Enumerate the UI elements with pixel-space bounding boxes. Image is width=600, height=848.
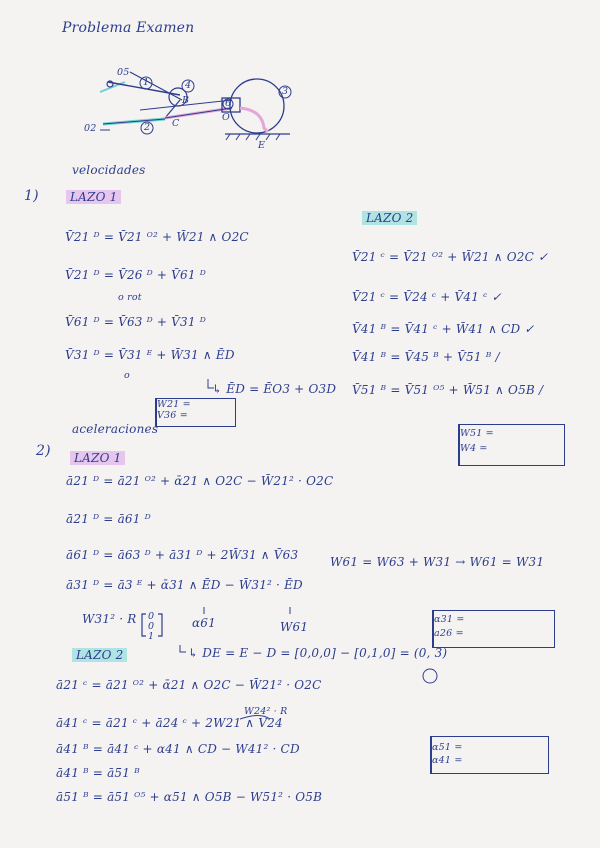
label-link-3: 3 [282, 86, 289, 97]
result-box-acc-lazo1 [432, 610, 555, 648]
vel-eq-2: V̄21 ᴰ = V̄26 ᴰ + V̄61 ᴰ [65, 268, 206, 282]
vel2-eq-1: V̄21 ᶜ = V̄21 ᴼ² + W̄21 ∧ O2C ✓ [352, 250, 549, 264]
label-link-4: 4 [185, 80, 192, 91]
vel-eq-2-note: o rot [118, 292, 142, 303]
label-c: C [172, 118, 180, 129]
acc2-w24r: W24² · R [244, 706, 288, 717]
label-link-2: 2 [144, 122, 151, 133]
vel-eq-1: V̄21 ᴰ = V̄21 ᴼ² + W̄21 ∧ O2C [65, 230, 249, 244]
label-b: B [182, 95, 190, 106]
result-alpha31: α31 = [434, 614, 465, 625]
acc-eq-1: ā21 ᴰ = ā21 ᴼ² + ᾱ21 ∧ O2C − W̄21² · O2C [66, 474, 334, 488]
section-number-2: 2) [36, 443, 51, 459]
acc2-eq-3: ā41 ᴮ = ā41 ᶜ + α41 ∧ CD − W41² · CD [56, 742, 300, 756]
acc-eq-2: ā21 ᴰ = ā61 ᴰ [66, 512, 151, 526]
result-alpha51: α51 = [432, 742, 463, 753]
result-box-vel-lazo1 [155, 398, 236, 427]
vel-eq-ed: ↳ ĒD = ĒO3 + O3D [212, 382, 337, 396]
vel-eq-4-note: o [124, 370, 130, 381]
vel2-eq-2: V̄21 ᶜ = V̄24 ᶜ + V̄41 ᶜ ✓ [352, 290, 502, 304]
result-a26: a26 = [434, 628, 464, 639]
matrix-2: 1 [148, 631, 155, 642]
label-o: O [222, 112, 230, 123]
acc-eq-w61: W61 = W63 + W31 → W61 = W31 [330, 555, 545, 569]
vel2-eq-5: V̄51 ᴮ = V̄51 ᴼ⁵ + W̄51 ∧ O5B / [352, 383, 544, 397]
acc-de: ↳ DE = E − D = [0,0,0] − [0,1,0] = (0, 3) [188, 646, 448, 660]
tag-lazo1-vel: LAZO 1 [66, 190, 121, 204]
result-alpha41: α41 = [432, 755, 463, 766]
acc2-eq-1: ā21 ᶜ = ā21 ᴼ² + ᾱ21 ∧ O2C − W̄21² · O2C [56, 678, 322, 692]
tag-lazo2-acc: LAZO 2 [72, 648, 127, 662]
acc-eq-4: ā31 ᴰ = ā3 ᴱ + ᾱ31 ∧ ĒD − W̄31² · ĒD [66, 578, 303, 592]
result-box-vel-lazo2 [458, 424, 565, 466]
label-link-1: 1 [143, 77, 150, 88]
matrix-0: 0 [148, 611, 155, 622]
section-number-1: 1) [24, 188, 39, 204]
acc2-eq-4: ā41 ᴮ = ā51 ᴮ [56, 766, 140, 780]
result-v36: V36 = [157, 410, 188, 421]
acc2-eq-5: ā51 ᴮ = ā51 ᴼ⁵ + α51 ∧ O5B − W51² · O5B [56, 790, 323, 804]
acc-alpha61: α61 [192, 616, 216, 630]
result-w21: W21 = [157, 399, 191, 410]
vel-eq-3: V̄61 ᴰ = V̄63 ᴰ + V̄31 ᴰ [65, 315, 206, 329]
label-link-6: 6 [225, 98, 232, 109]
vel2-eq-4: V̄41 ᴮ = V̄45 ᴮ + V̄51 ᴮ / [352, 350, 500, 364]
tag-lazo2-vel: LAZO 2 [362, 211, 417, 225]
page-title: Problema Examen [62, 20, 195, 36]
heading-velocidades: velocidades [72, 163, 146, 177]
tag-lazo1-acc: LAZO 1 [70, 451, 125, 465]
label-e: E [258, 140, 266, 151]
acc-eq-w31r: W31² · R [82, 612, 137, 626]
label-o5: 05 [117, 67, 130, 78]
matrix-1: 0 [148, 621, 155, 632]
vel-eq-4: V̄31 ᴰ = V̄31 ᴱ + W̄31 ∧ ĒD [65, 348, 235, 362]
matrix-col [148, 612, 154, 642]
result-w4: W4 = [460, 443, 488, 454]
acc2-eq-2: ā41 ᶜ = ā21 ᶜ + ā24 ᶜ + 2W21 ∧ V24 [56, 716, 283, 730]
result-box-acc-lazo2 [430, 736, 549, 774]
heading-aceleraciones: aceleraciones [72, 422, 159, 436]
label-o2: 02 [84, 123, 97, 134]
vel2-eq-3: V̄41 ᴮ = V̄41 ᶜ + W̄41 ∧ CD ✓ [352, 322, 535, 336]
result-w51: W51 = [460, 428, 494, 439]
acc-w61: W61 [280, 620, 309, 634]
acc-eq-3: ā61 ᴰ = ā63 ᴰ + ā31 ᴰ + 2W̄31 ∧ V̄63 [66, 548, 299, 562]
